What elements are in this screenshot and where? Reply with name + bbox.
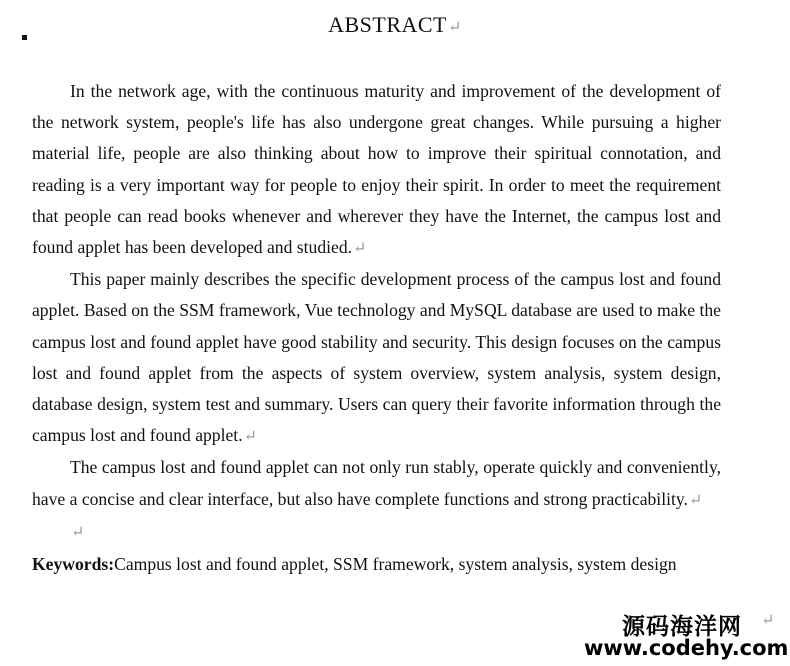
paragraph-mark-icon: ↵ <box>353 240 367 258</box>
paragraph-mark-icon: ↵ <box>243 428 257 446</box>
paragraph-1 <box>32 76 721 264</box>
keywords-label: Keywords: <box>32 554 115 575</box>
watermark-chinese: 源码海洋网 <box>622 614 742 640</box>
paragraph-mark-icon: ↵ <box>71 523 85 541</box>
watermark <box>584 606 790 666</box>
keywords-line <box>32 549 721 580</box>
paragraph-1-text: In the network age, with the continuous maturity and improvement of the development of the network system, people's life has also undergone great changes. While pursuing a higher material life, people are also thinking about how to improve their spiritual connotation, and reading is a very important way for people to enjoy their spirit. In order to meet the requirement that people can read books whenever and wherever they have the Internet, the campus lost and found applet has been developed and studied. <box>32 81 721 258</box>
document-body <box>32 76 721 580</box>
empty-paragraph <box>32 516 721 547</box>
paragraph-mark-icon: ↵ <box>448 19 462 36</box>
paragraph-2-text: This paper mainly describes the specific development process of the campus lost and found applet. Based on the SSM framework, Vue technology and MySQL database are used to make the campus lost and found applet have good stability and security. This design focuses on the campus lost and found applet from the aspects of system overview, system analysis, system design, database design, system test and summary. Users can query their favorite information through the campus lost and found applet. <box>32 269 721 446</box>
keywords-text: Campus lost and found applet, SSM framework, system analysis, system design <box>114 554 677 575</box>
paragraph-3 <box>32 452 721 515</box>
paragraph-mark-icon: ↵ <box>688 491 703 509</box>
paragraph-3-text: The campus lost and found applet can not only run stably, operate quickly and conveniently, have a concise and clear interface, but also have complete functions and strong practicability. <box>32 457 721 509</box>
paragraph-mark-icon: ↵ <box>761 612 775 629</box>
watermark-url: www.codehy.com <box>584 636 789 660</box>
title-text: ABSTRACT <box>328 12 447 37</box>
paragraph-2 <box>32 264 721 452</box>
page-title <box>0 12 790 38</box>
